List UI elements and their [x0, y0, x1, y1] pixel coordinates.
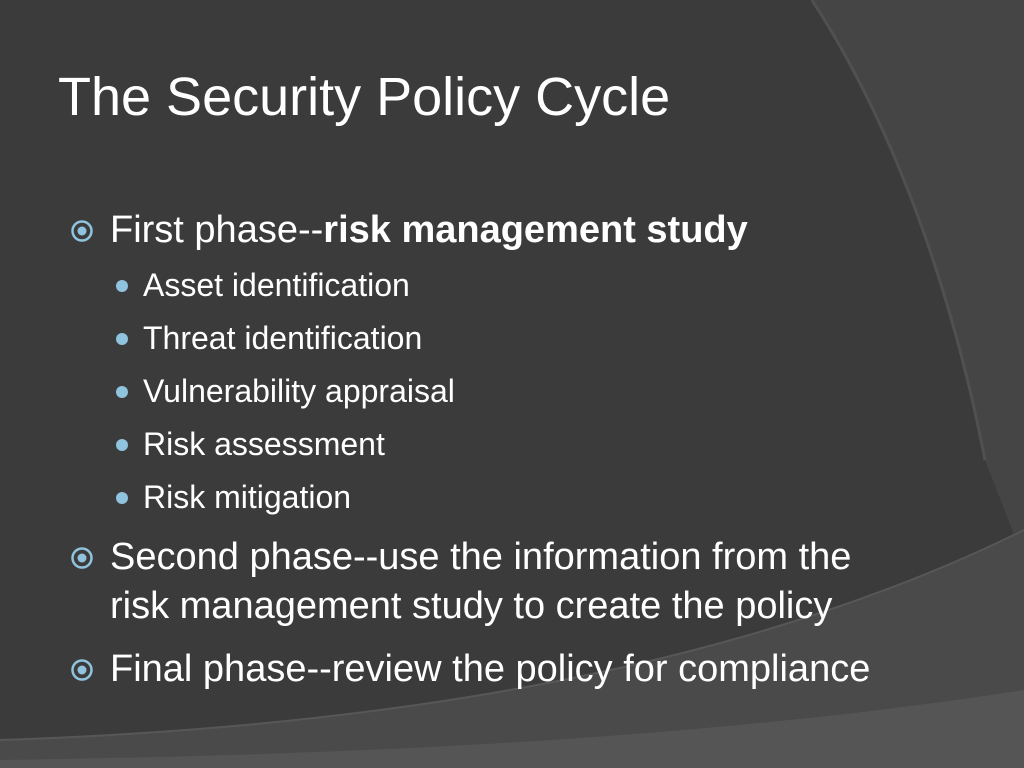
bullet-text-line-2: risk management study to create the policy [110, 585, 833, 627]
bullet-text [110, 206, 748, 255]
sub-item-label: Risk mitigation [143, 479, 352, 515]
bullet-emphasis: risk management study [323, 209, 748, 251]
circle-dot-bullet-icon [70, 546, 94, 570]
circle-dot-bullet-icon [70, 219, 94, 243]
dot-bullet-icon [116, 280, 128, 292]
dot-bullet-icon [116, 492, 128, 504]
bullet-prefix: First phase-- [110, 209, 324, 251]
dot-bullet-icon [116, 439, 128, 451]
sub-item-label: Asset identification [143, 267, 410, 303]
bullet-text-line-1: Second phase--use the information from the [110, 536, 852, 578]
sub-item-label: Threat identification [143, 320, 423, 356]
circle-dot-bullet-icon [70, 658, 94, 682]
dot-bullet-icon [116, 333, 128, 345]
dot-bullet-icon [116, 386, 128, 398]
slide-title: The Security Policy Cycle [58, 67, 671, 127]
sub-item-label: Vulnerability appraisal [143, 373, 455, 409]
bullet-text: Final phase--review the policy for compliance [110, 648, 871, 690]
sub-item-label: Risk assessment [143, 426, 385, 462]
